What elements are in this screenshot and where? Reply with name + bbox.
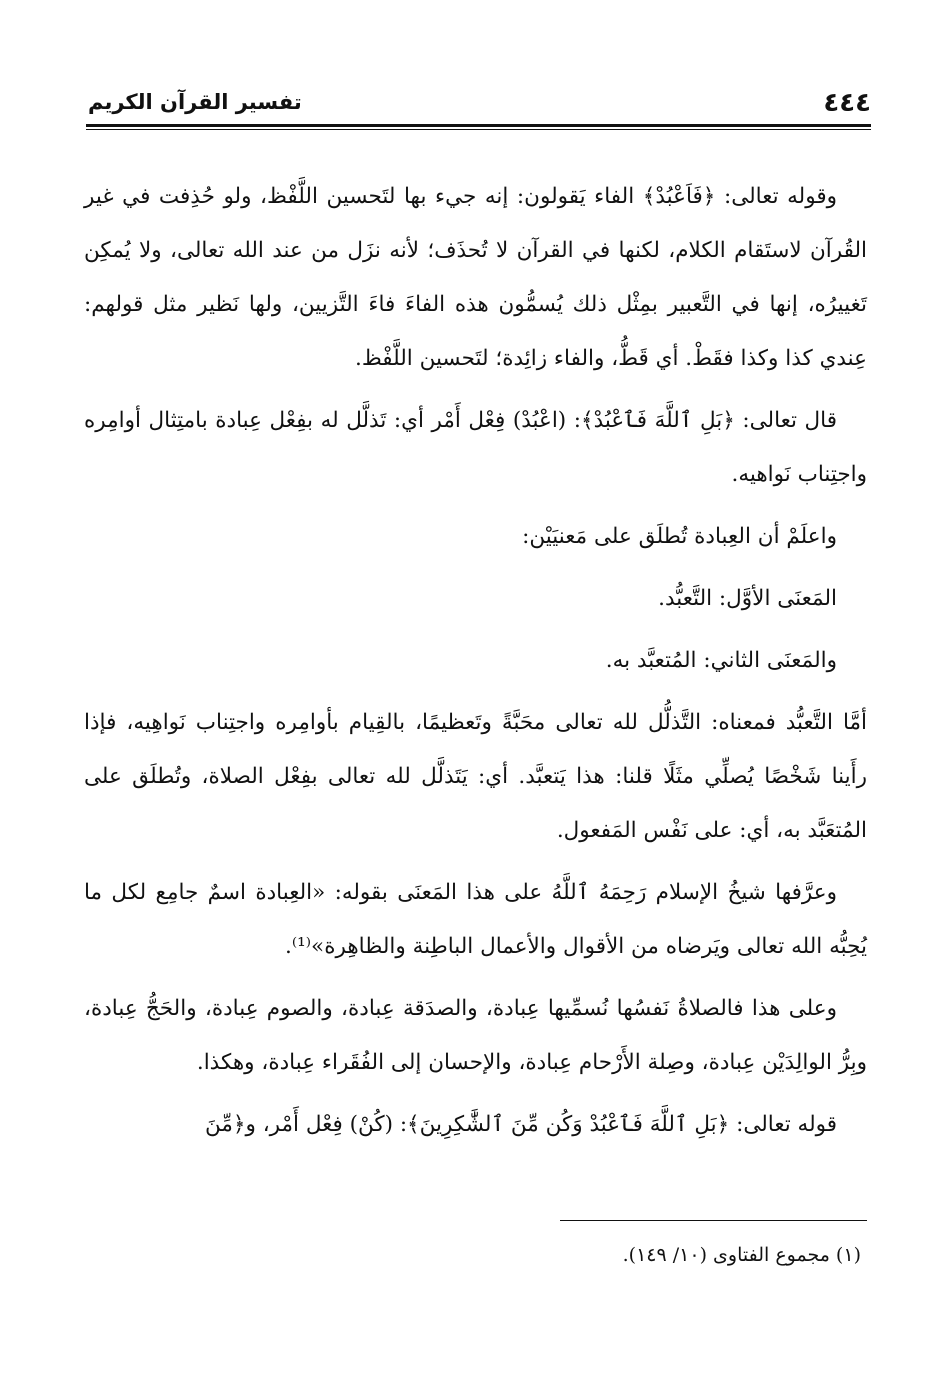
paragraph: أمَّا التَّعبُّد فمعناه: التَّذلُّل لله تعالى محَبَّةً وتَعظيمًا، بالقِيام بأوامِره واجتِناب نَواهِيه، فإذا رأَينا شَخْصًا يُصلِّي مثَلًا قلنا: هذا يَتعبَّد. أي: يَتَذلَّل لله تعالى بفِعْل الصلاة، وتُطلَق على المُتعَبَّد به، أي: على نَفْس المَفعول.	[84, 710, 867, 843]
paragraph: قال تعالى: ﴿بَلِ ٱللَّهَ فَٱعْبُدْ﴾: (اعْبُدْ) فِعْل أَمْر أي: تَذلَّل له بفِعْل عِبادة بامتِثال أوامِره واجتِناب نَواهيه.	[84, 408, 867, 487]
header-rule-thick	[86, 124, 871, 127]
page-number: ٤٤٤	[823, 88, 871, 118]
footnote-rule	[560, 1220, 867, 1221]
paragraph: وعلى هذا فالصلاةُ نَفسُها نُسمِّيها عِبادة، والصدَقة عِبادة، والصوم عِبادة، والحَجُّ عِبادة، وبِرُّ الوالِدَيْن عِبادة، وصِلة الأَرْحام عِبادة، والإحسان إلى الفُقَراء عِبادة، وهكذا.	[84, 996, 867, 1075]
paragraph: المَعنَى الأوَّل: التَّعبُّد.	[658, 586, 837, 611]
book-title: تفسير القرآن الكريم	[88, 90, 302, 114]
footnote: (١) مجموع الفتاوى (١٠/ ١٤٩).	[622, 1244, 861, 1266]
header-rule-thin	[86, 129, 871, 130]
body-text	[84, 170, 867, 1160]
paragraph: قوله تعالى: ﴿بَلِ ٱللَّهَ فَٱعْبُدْ وَكُن مِّنَ ٱلشَّٰكِرِينَ﴾: (كُنْ) فِعْل أَمْر، و﴿مِّنَ	[205, 1112, 837, 1137]
paragraph: وقوله تعالى: ﴿فَاَعْبُدْ﴾ الفاء يَقولون: إنه جيء بها لتَحسين اللَّفْظ، ولو حُذِفت في غير القُرآن لاستَقام الكلام، لكنها في القرآن لا تُحذَف؛ لأنه نزَل من عند الله تعالى، ولا يُمكِن تَغييرُه، إنها في التَّعبير بمِثْل ذلك يُسمُّون هذه الفاءَ فاءَ التَّزيين، ولها نَظير مثل قولهم: عِندي كذا وكذا فقَطْ. أي قَطُّ، والفاء زائِدة؛ لتَحسين اللَّفْظ.	[84, 184, 867, 371]
page-header	[88, 88, 871, 126]
paragraph: وعرَّفها شيخُ الإسلام رَحِمَهُ ٱللَّهُ على هذا المَعنَى بقوله: «العِبادة اسمٌ جامِع لكل ما يُحِبُّه الله تعالى ويَرضاه من الأقوال والأعمال الباطِنة والظاهِرة»⁽¹⁾.	[84, 880, 867, 959]
paragraph: والمَعنَى الثاني: المُتعبَّد به.	[605, 648, 837, 673]
paragraph: واعلَمْ أن العِبادة تُطلَق على مَعنيَيْن:	[522, 524, 837, 549]
